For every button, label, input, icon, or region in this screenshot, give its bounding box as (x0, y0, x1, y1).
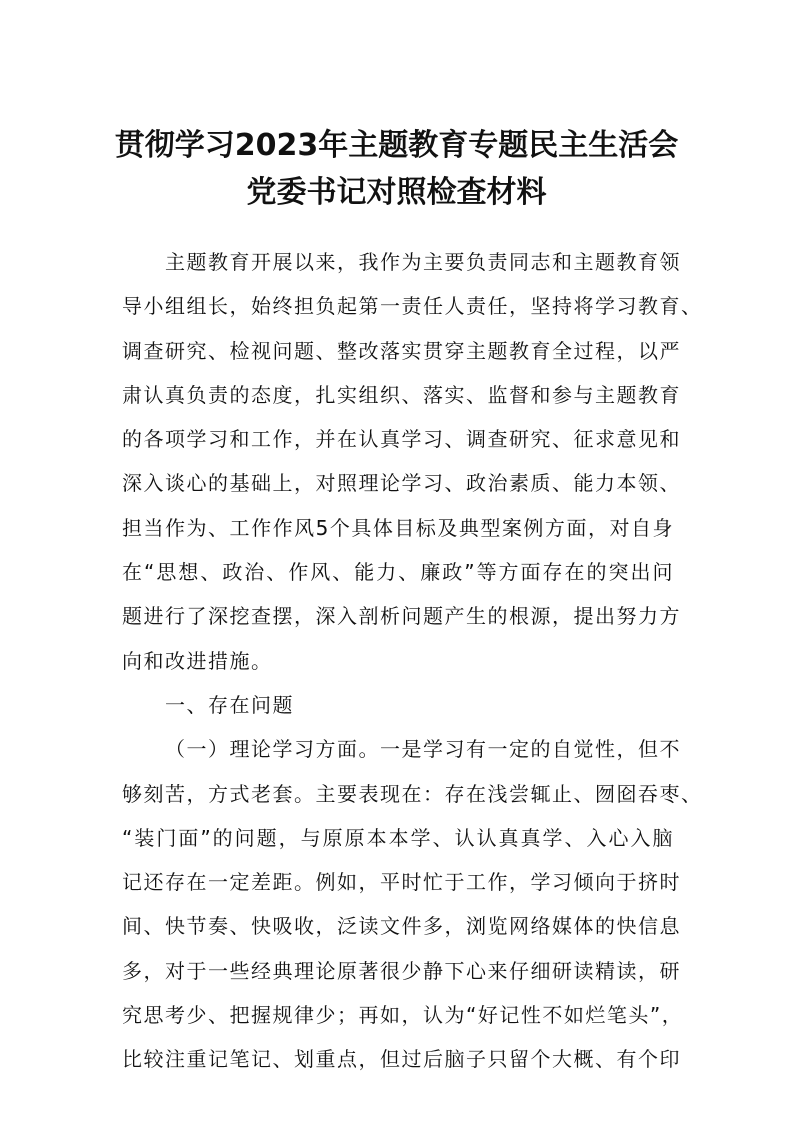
intro-paragraph (122, 240, 703, 683)
text-line: 记还存在一定差距。例如，平时忙于工作，学习倾向于挤时 (122, 870, 681, 895)
text-line: 肃认真负责的态度，扎实组织、落实、监督和参与主题教育 (122, 382, 681, 407)
text-line: 的各项学习和工作，并在认真学习、调查研究、征求意见和 (122, 427, 681, 452)
text-line: 题进行了深挖查摆，深入剖析问题产生的根源，提出努力方 (122, 604, 681, 629)
text-line: 向和改进措施。 (122, 648, 273, 673)
text-line: 比较注重记笔记、划重点，但过后脑子只留个大概、有个印 (122, 1047, 681, 1072)
document-title-line-2: 党委书记对照检查材料 (246, 175, 547, 210)
text-line: 究思考少、把握规律少；再如，认为“好记性不如烂笔头”， (122, 1003, 684, 1028)
text-line: 在“思想、政治、作风、能力、廉政”等方面存在的突出问 (122, 560, 674, 585)
section-heading: 一、存在问题 (165, 692, 294, 717)
text-line: 深入谈心的基础上，对照理论学习、政治素质、能力本领、 (122, 471, 681, 496)
text-line: 间、快节奏、快吸收，泛读文件多，浏览网络媒体的快信息 (122, 914, 681, 939)
text-line: “装门面”的问题，与原原本本学、认认真真学、入心入脑 (122, 825, 674, 850)
document-body (122, 240, 703, 1082)
text-line: 多，对于一些经典理论原著很少静下心来仔细研读精读，研 (122, 958, 681, 983)
text-line: 导小组组长，始终担负起第一责任人责任，坚持将学习教育、 (122, 294, 703, 319)
text-line: 够刻苦，方式老套。主要表现在：存在浅尝辄止、囫囵吞枣、 (122, 781, 703, 806)
text-line: （一）理论学习方面。一是学习有一定的自觉性，但不 (165, 737, 681, 762)
document-title-line-1: 贯彻学习2023年主题教育专题民主生活会 (114, 128, 679, 163)
text-line: 担当作为、工作作风5个具体目标及典型案例方面，对自身 (122, 515, 674, 540)
theory-study-paragraph (122, 727, 703, 1081)
text-line: 主题教育开展以来，我作为主要负责同志和主题教育领 (165, 250, 681, 274)
text-line: 调查研究、检视问题、整改落实贯穿主题教育全过程，以严 (122, 338, 681, 363)
